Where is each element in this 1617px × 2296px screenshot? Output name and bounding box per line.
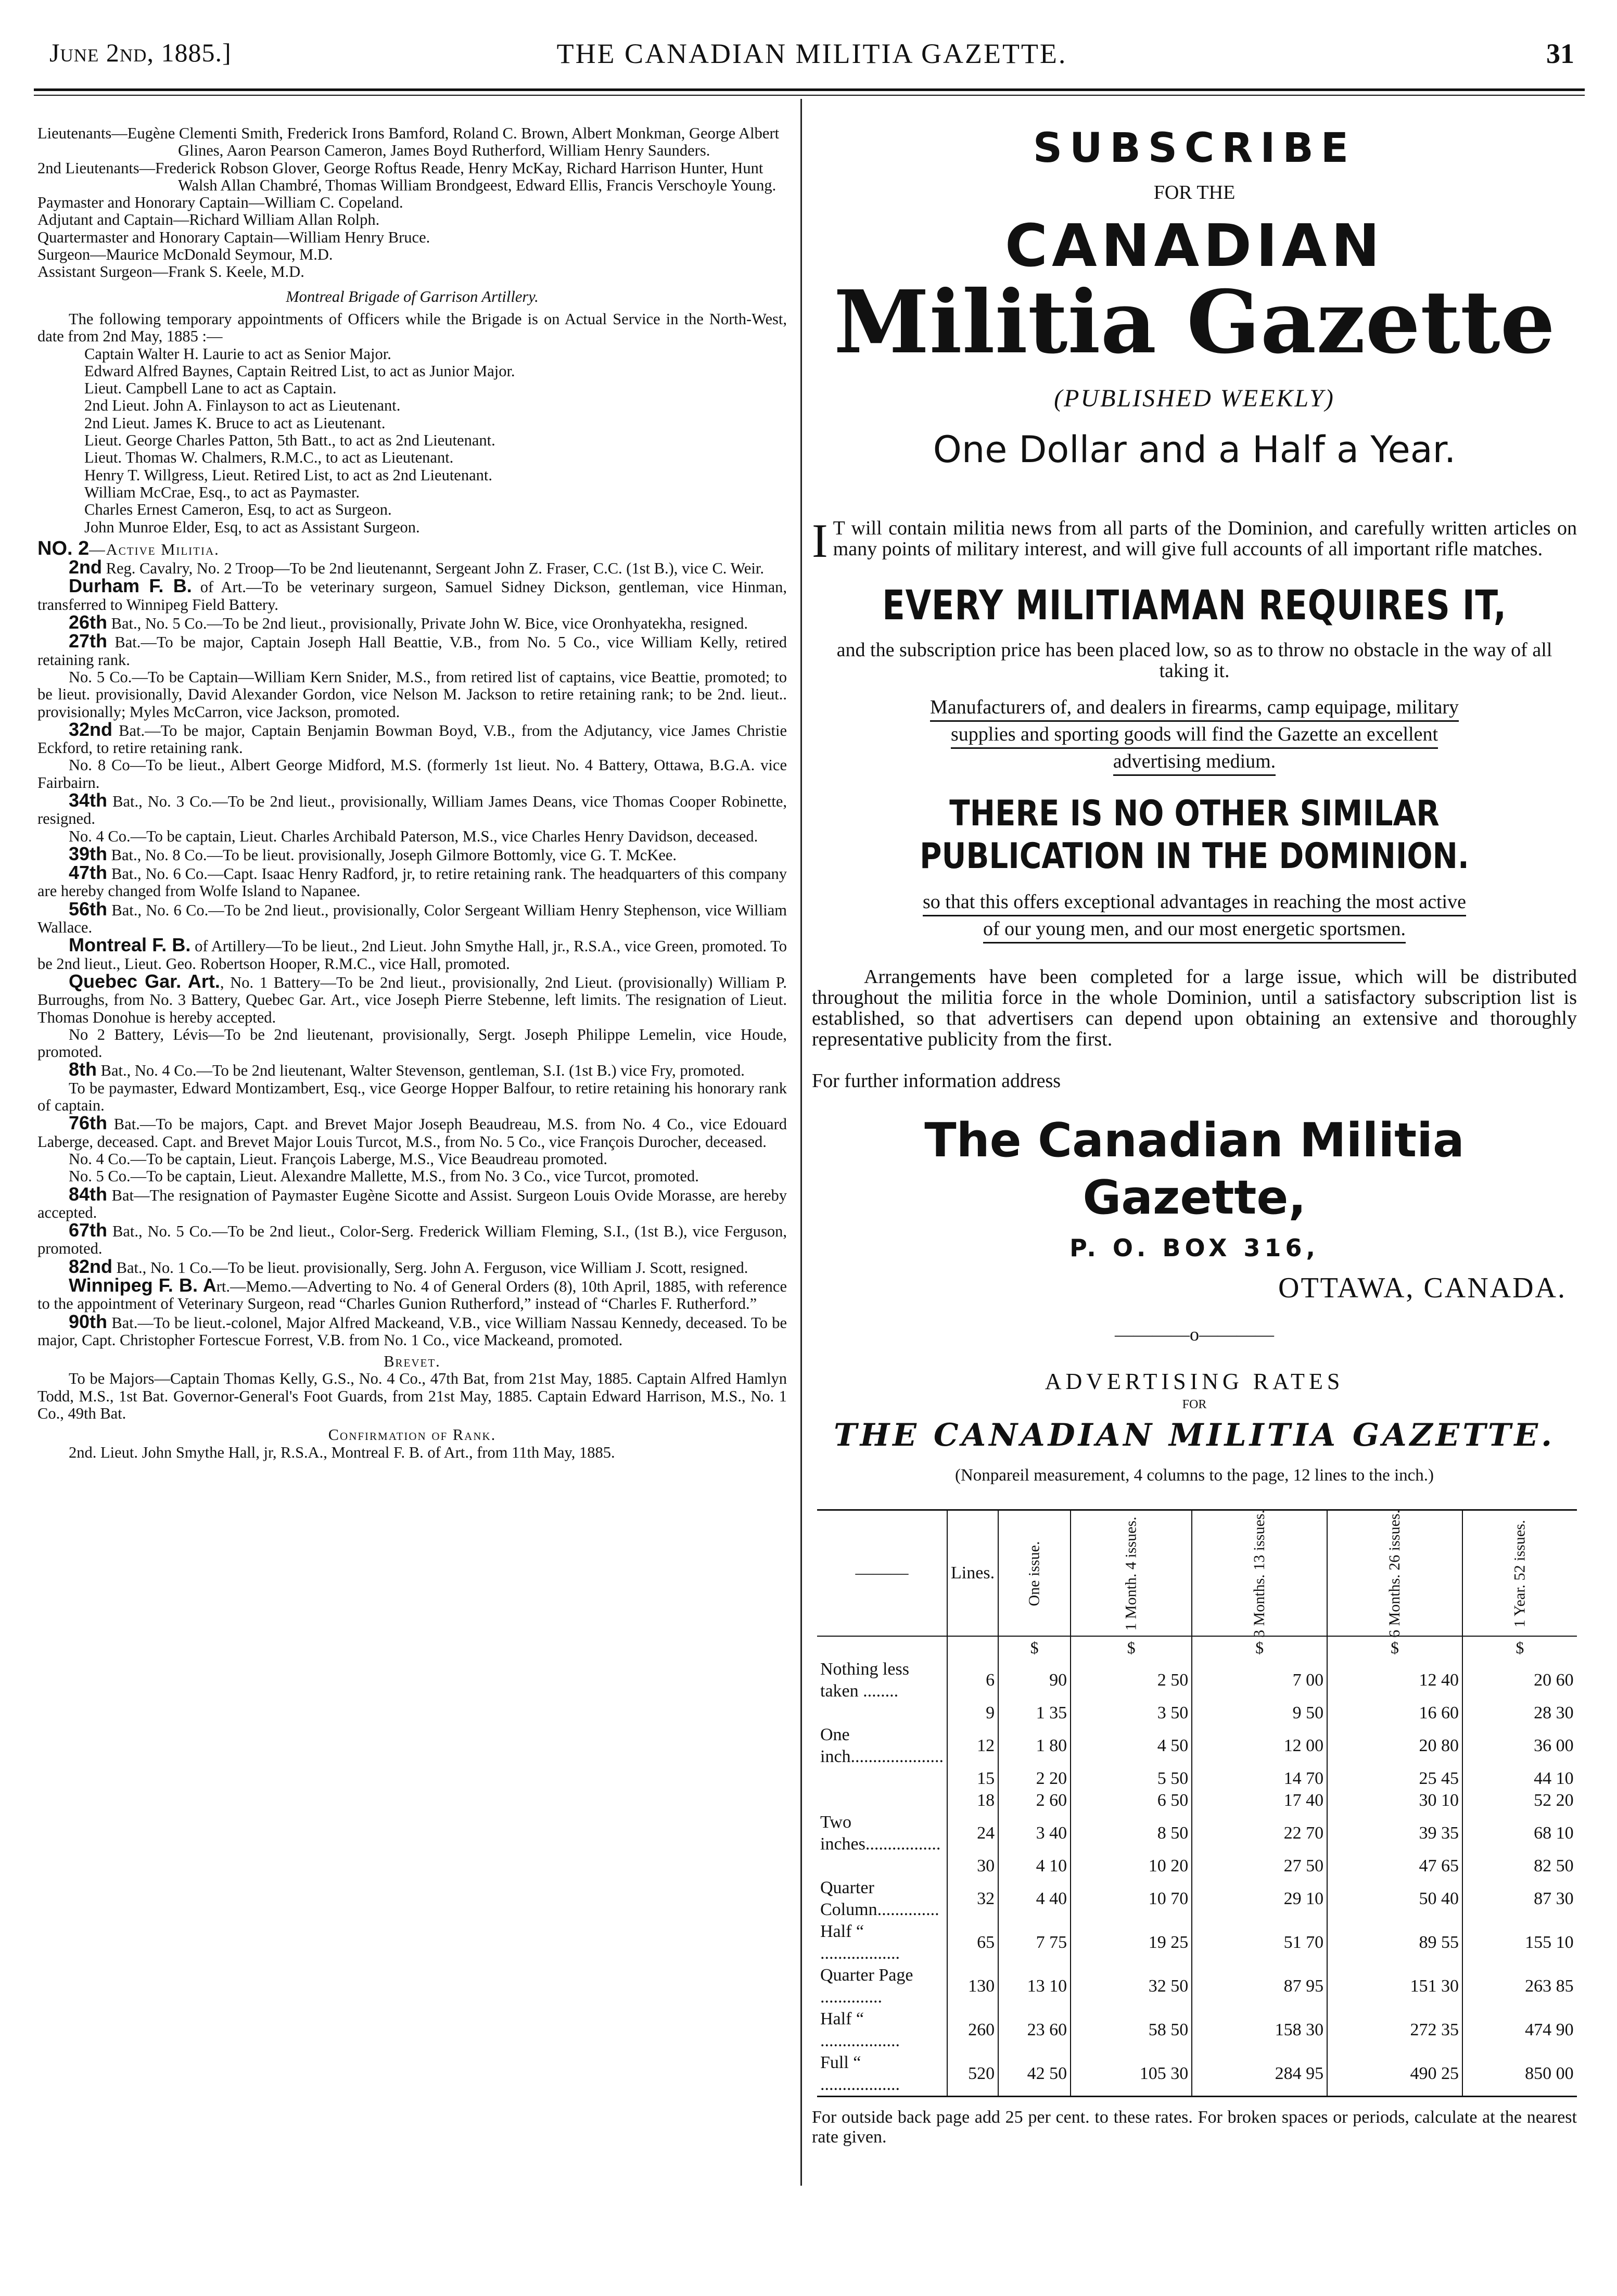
subscribe-heading: SUBSCRIBE — [1033, 125, 1356, 172]
unit-label: 47th — [69, 862, 108, 884]
brigade-entry: John Munroe Elder, Esq, to act as Assistant Surgeon. — [84, 518, 420, 536]
so-that-line-2: of our young men, and our most energetic sportsmen. — [812, 919, 1577, 939]
unit-label: Durham F. B. — [69, 575, 192, 597]
rate-label-cell — [817, 1702, 947, 1724]
advertising-for: FOR — [1182, 1398, 1207, 1411]
rate-value-cell: 12 — [947, 1724, 998, 1768]
rate-value-cell: 4 50 — [1071, 1724, 1192, 1768]
order-text: of Art.—To be veterinary surgeon, Samuel Sidney Dickson, gentleman, vice Hinman, transferred to Winnipeg Field Battery. — [37, 578, 787, 614]
rates-header-label: One issue. — [1025, 1541, 1043, 1606]
order-text: Bat.—To be lieut.-colonel, Major Alfred Mackeand, V.B., vice William Nassau Kennedy, deceased. To be major, Capt. Christopher Fortescue Forrest, V.B. from No. 1 Co., vice Mackeand, promoted. — [37, 1313, 787, 1349]
rate-value-cell: 9 — [947, 1702, 998, 1724]
order-entry — [37, 864, 787, 900]
brigade-entry: Henry T. Willgress, Lieut. Retired List, to act as 2nd Lieutenant. — [84, 466, 492, 484]
rate-value-cell: 58 50 — [1071, 2008, 1192, 2052]
order-text: Bat., No. 8 Co.—To be lieut. provisionally, Joseph Gilmore Bottomly, vice G. T. McKee. — [107, 846, 677, 864]
rate-label-cell: Two inches................. — [820, 1813, 941, 1854]
order-entry — [37, 789, 787, 828]
city: OTTAWA, CANADA. — [1278, 1272, 1567, 1304]
unit-label: 82nd — [69, 1255, 113, 1277]
rates-header-cell — [1327, 1510, 1462, 1637]
rate-value-cell: 19 25 — [1071, 1921, 1192, 1965]
dollar-sign-cell: $ — [1192, 1636, 1327, 1659]
dollar-sign-cell: $ — [1071, 1636, 1192, 1659]
issue-date: June 2nd, 1885.] — [49, 38, 232, 67]
rate-value-cell: 6 50 — [1071, 1790, 1192, 1812]
rate-value-cell: 25 45 — [1327, 1768, 1462, 1790]
rate-value-cell: 30 — [947, 1855, 998, 1877]
rate-value-cell: 90 — [998, 1659, 1071, 1702]
rate-label-cell: Half “ .................. — [820, 2009, 900, 2050]
unit-label: 34th — [69, 789, 108, 811]
rates-header-row — [817, 1510, 1577, 1637]
order-entry — [37, 828, 787, 845]
rates-row — [817, 1965, 1577, 2008]
brigade-intro: The following temporary appointments of Officers while the Brigade is on Actual Service in the North-West, date from 2nd May, 1885 :— — [37, 310, 787, 346]
left-column — [37, 125, 787, 1461]
rate-value-cell: 155 10 — [1462, 1921, 1577, 1965]
rates-header-label: ——— — [855, 1563, 909, 1583]
every-subtext: and the subscription price has been placed low, so as to throw no obstacle in the way of all taking it. — [836, 639, 1552, 682]
order-entry — [37, 757, 787, 792]
rate-value-cell: 5 50 — [1071, 1768, 1192, 1790]
order-text: No. 4 Co.—To be captain, Lieut. François Laberge, M.S., Vice Beaudreau promoted. — [69, 1150, 608, 1168]
rates-row — [817, 1768, 1577, 1790]
rate-value-cell: 158 30 — [1192, 2008, 1327, 2052]
rate-label-cell — [817, 1855, 947, 1877]
order-text: Reg. Cavalry, No. 2 Troop—To be 2nd lieutenannt, Sergeant John Z. Fraser, C.C. (1st B.), vice C. Weir. — [102, 559, 764, 578]
for-the: FOR THE — [1153, 182, 1236, 203]
order-text: Bat—The resignation of Paymaster Eugène Sicotte and Assist. Surgeon Louis Ovide Morasse, are hereby accepted. — [37, 1186, 787, 1221]
rate-value-cell: 490 25 — [1327, 2052, 1462, 2097]
rates-row — [817, 1921, 1577, 1965]
rate-value-cell: 47 65 — [1327, 1855, 1462, 1877]
subscription-price: One Dollar and a Half a Year. — [933, 428, 1456, 471]
order-entry — [37, 845, 787, 864]
no2-label: —Active Militia. — [89, 540, 220, 558]
rate-value-cell: 4 10 — [998, 1855, 1071, 1877]
so-that-line-1: so that this offers exceptional advantages in reaching the most active — [812, 891, 1577, 912]
further-info: For further information address — [812, 1070, 1061, 1092]
intro-paragraph — [812, 514, 1577, 567]
header-rule-thin — [34, 95, 1585, 96]
column-divider — [800, 99, 802, 2186]
rates-header-cell — [998, 1510, 1071, 1637]
rate-value-cell: 32 50 — [1071, 1965, 1192, 2008]
dollar-sign-cell: $ — [1327, 1636, 1462, 1659]
order-text: No. 5 Co.—To be captain, Lieut. Alexandre Mallette, M.S., from No. 3 Co., vice Turcot, promoted. — [69, 1167, 699, 1185]
unit-label: 56th — [69, 898, 108, 920]
order-text: No. 4 Co.—To be captain, Lieut. Charles Archibald Paterson, M.S., vice Charles Henry Davidson, deceased. — [69, 827, 758, 845]
staff-entry: Adjutant and Captain—Richard William Allan Rolph. — [37, 211, 380, 229]
order-entry — [37, 632, 787, 669]
order-text: Bat.—To be major, Captain Benjamin Bowman Boyd, V.B., from the Adjutancy, vice James Christie Eckford, to retire retaining rank. — [37, 721, 787, 757]
no2-heading — [37, 537, 787, 559]
rate-value-cell: 850 00 — [1462, 2052, 1577, 2097]
intro-text: T will contain militia news from all parts of the Dominion, and carefully written articles on many points of military interest, and will give full accounts of all important rifle matches. — [833, 517, 1577, 560]
rates-row — [817, 1724, 1577, 1768]
staff-entry: Assistant Surgeon—Frank S. Keele, M.D. — [37, 263, 304, 281]
rate-value-cell: 42 50 — [998, 2052, 1071, 2097]
rate-value-cell: 16 60 — [1327, 1702, 1462, 1724]
order-entry — [37, 611, 787, 633]
every-militiaman: EVERY MILITIAMAN REQUIRES IT, — [882, 582, 1507, 629]
order-entry — [37, 718, 787, 757]
drop-cap: I — [812, 514, 828, 567]
rate-value-cell: 23 60 — [998, 2008, 1071, 2052]
dollar-sign-cell — [947, 1636, 998, 1659]
order-text: Bat., No. 5 Co.—To be 2nd lieut., Color-Serg. Frederick William Fleming, S.I., (1st B.), vice Ferguson, promoted. — [37, 1222, 787, 1258]
right-column-advert — [812, 125, 1577, 2165]
rate-value-cell: 27 50 — [1192, 1855, 1327, 1877]
officer-entry — [37, 125, 787, 160]
rate-label-cell: Full “ .................. — [817, 2052, 947, 2097]
order-text: Bat., No. 5 Co.—To be 2nd lieut., provisionally, Private John W. Bice, vice Oronhyatekha, resigned. — [107, 615, 748, 633]
measurement-note: (Nonpareil measurement, 4 columns to the page, 12 lines to the inch.) — [954, 1466, 1434, 1485]
rate-value-cell: 260 — [947, 2008, 998, 2052]
brevet-text: To be Majors—Captain Thomas Kelly, G.S., No. 4 Co., 47th Bat, from 21st May, 1885. Captain Alfred Hamlyn Todd, M.S., 1st Bat. Governor-General's Foot Guards, from 21st May, 1885. Captain Edward Harrison, M.S., No. 1 Co., 49th Bat. — [37, 1370, 787, 1423]
order-entry — [37, 1114, 787, 1151]
order-entry — [37, 1274, 787, 1313]
order-entry — [37, 1185, 787, 1222]
rate-value-cell: 36 00 — [1462, 1724, 1577, 1768]
unit-label: 84th — [69, 1183, 108, 1205]
published-weekly: (PUBLISHED WEEKLY) — [1054, 385, 1335, 412]
order-text: Bat., No. 4 Co.—To be 2nd lieutenant, Walter Stevenson, gentleman, S.I. (1st B.) vice Fry, promoted. — [97, 1062, 745, 1080]
rates-row — [817, 1855, 1577, 1877]
rate-label-cell: Nothing less taken ........ — [820, 1660, 909, 1701]
rate-value-cell: 20 80 — [1327, 1724, 1462, 1768]
brigade-heading: Montreal Brigade of Garrison Artillery. — [286, 287, 539, 305]
dollar-sign-cell: $ — [998, 1636, 1071, 1659]
no2-number: NO. 2 — [37, 537, 90, 559]
unit-label: 90th — [69, 1310, 108, 1332]
rates-header-label: 3 Months. 13 issues. — [1251, 1510, 1268, 1638]
masthead-title: THE CANADIAN MILITIA GAZETTE. — [556, 38, 1067, 69]
rate-value-cell: 3 40 — [998, 1812, 1071, 1855]
rate-value-cell: 4 40 — [998, 1877, 1071, 1921]
rate-value-cell: 14 70 — [1192, 1768, 1327, 1790]
advertising-gazette-name: THE CANADIAN MILITIA GAZETTE. — [833, 1417, 1556, 1453]
dollar-sign-cell: $ — [1462, 1636, 1577, 1659]
rate-value-cell: 18 — [947, 1790, 998, 1812]
brigade-entry: Captain Walter H. Laurie to act as Senior Major. — [84, 345, 391, 363]
order-text: To be paymaster, Edward Montizambert, Esq., vice George Hopper Balfour, to retire retaining his honorary rank of captain. — [37, 1079, 787, 1115]
no-other-publication: THERE IS NO OTHER SIMILAR PUBLICATION IN THE DOMINION. — [920, 793, 1469, 877]
officer-role: 2nd Lieutenants— — [37, 159, 156, 177]
rate-label-cell: Quarter Column.............. — [820, 1878, 939, 1919]
order-text: Bat., No. 6 Co.—Capt. Isaac Henry Radford, jr, to retire retaining rank. The headquarters of this company are hereby changed from Wolfe Island to Napanee. — [37, 865, 787, 900]
rate-value-cell: 44 10 — [1462, 1768, 1577, 1790]
unit-label: 27th — [69, 630, 108, 652]
rate-value-cell: 29 10 — [1192, 1877, 1327, 1921]
staff-entry: Surgeon—Maurice McDonald Seymour, M.D. — [37, 246, 333, 264]
rate-value-cell: 87 30 — [1462, 1877, 1577, 1921]
order-text: No. 5 Co.—To be Captain—William Kern Snider, M.S., from retired list of captains, vice Beattie, promoted; to be lieut. provisionally, David Alexander Gordon, vice Nelson M. Jackson to retire retaining rank; to be 2nd. lieut.. provisionally; Myles McCarron, vice Jackson, promoted. — [37, 668, 787, 721]
order-text: , No. 1 Battery—To be 2nd lieut., provisionally, 2nd Lieut. (provisionally) William P. Burroughs, from No. 3 Battery, Quebec Gar. Art., vice Joseph Pierre Stebenne, left limits. The resignation of Lieut. Thomas Donohue is hereby accepted. — [37, 973, 787, 1026]
order-text: of Artillery—To be lieut., 2nd Lieut. John Smythe Hall, jr., R.S.A., vice Green, promoted. To be 2nd lieut., Lieut. Geo. Robertson Hooper, R.M.C., vice Hall, promoted. — [37, 937, 787, 973]
rate-value-cell: 17 40 — [1192, 1790, 1327, 1812]
brevet-heading: Brevet. — [384, 1353, 441, 1371]
brigade-entry: Edward Alfred Baynes, Captain Reitred List, to act as Junior Major. — [84, 362, 515, 380]
rate-value-cell: 51 70 — [1192, 1921, 1327, 1965]
rate-label-cell — [817, 1790, 947, 1812]
manufacturers-line-3: advertising medium. — [812, 751, 1577, 772]
rate-value-cell: 105 30 — [1071, 2052, 1192, 2097]
manufacturers-line-2: supplies and sporting goods will find the Gazette an excellent — [812, 724, 1577, 745]
rates-row — [817, 2008, 1577, 2052]
rates-header-label: Lines. — [951, 1563, 995, 1583]
rates-footnote: For outside back page add 25 per cent. to these rates. For broken spaces or periods, calculate at the nearest rate given. — [812, 2108, 1577, 2147]
confirmation-heading: Confirmation of Rank. — [328, 1426, 496, 1444]
rate-value-cell: 130 — [947, 1965, 998, 2008]
rates-header-label: 6 Months. 26 issues. — [1386, 1510, 1404, 1638]
unit-label: 26th — [69, 611, 108, 633]
rate-label-cell: One inch..................... — [820, 1725, 944, 1766]
rates-header-cell — [947, 1510, 998, 1637]
canadian-heading: CANADIAN — [1004, 212, 1384, 280]
rate-value-cell: 9 50 — [1192, 1702, 1327, 1724]
rate-value-cell: 2 50 — [1071, 1659, 1192, 1702]
brigade-entry: William McCrae, Esq., to act as Paymaster. — [84, 483, 360, 501]
rates-row — [817, 1702, 1577, 1724]
header-rule — [34, 88, 1585, 91]
officer-names: Frederick Robson Glover, George Roftus Reade, Henry McKay, Richard Harrison Hunter, Hunt Walsh Allan Chambré, Thomas William Brondgeest, Edward Ellis, Francis Verschoyle Young. — [155, 159, 776, 194]
rate-value-cell: 15 — [947, 1768, 998, 1790]
order-entry — [37, 1255, 787, 1277]
rate-value-cell: 50 40 — [1327, 1877, 1462, 1921]
arrangements-paragraph: Arrangements have been completed for a large issue, which will be distributed throughout the militia force in the whole Dominion, until a satisfactory subscription list is established, so that advertisers can depend upon obtaining an extensive and thoroughly representative publicity from the first. — [812, 966, 1577, 1050]
rate-value-cell: 1 35 — [998, 1702, 1071, 1724]
order-entry — [37, 1080, 787, 1115]
officers-list — [37, 125, 787, 194]
unit-label: 67th — [69, 1219, 108, 1241]
rate-value-cell: 272 35 — [1327, 2008, 1462, 2052]
militia-gazette-heading: Militia Gazette — [833, 272, 1556, 373]
rate-value-cell: 39 35 — [1327, 1812, 1462, 1855]
officer-role: Lieutenants— — [37, 124, 128, 142]
order-text: Bat., No. 6 Co.—To be 2nd lieut., provisionally, Color Sergeant William Henry Stephenson, vice William Wallace. — [37, 901, 787, 937]
rate-value-cell: 2 60 — [998, 1790, 1071, 1812]
page-number: 31 — [1546, 38, 1574, 69]
order-entry — [37, 669, 787, 721]
rate-label-cell — [817, 1768, 947, 1790]
rate-value-cell: 8 50 — [1071, 1812, 1192, 1855]
gazette-address-name: The Canadian Militia Gazette, — [924, 1113, 1465, 1225]
order-entry — [37, 1168, 787, 1185]
rate-value-cell: 1 80 — [998, 1724, 1071, 1768]
order-entry — [37, 1026, 787, 1061]
unit-label: 8th — [69, 1058, 97, 1080]
brigade-entry: Lieut. Campbell Lane to act as Captain. — [84, 379, 337, 398]
ornament-divider: ————o———— — [1115, 1324, 1274, 1345]
rate-value-cell: 6 — [947, 1659, 998, 1702]
rate-value-cell: 520 — [947, 2052, 998, 2097]
order-text: Bat., No. 3 Co.—To be 2nd lieut., provisionally, William James Deans, vice Thomas Cooper Robinette, resigned. — [37, 792, 787, 828]
order-entry — [37, 577, 787, 614]
rates-header-label: 1 Year. 52 issues. — [1511, 1520, 1529, 1628]
rate-value-cell: 10 70 — [1071, 1877, 1192, 1921]
order-entry — [37, 1221, 787, 1258]
order-text: Bat., No. 1 Co.—To be lieut. provisionally, Serg. John A. Ferguson, vice William J. Scott, resigned. — [112, 1258, 748, 1277]
rate-value-cell: 20 60 — [1462, 1659, 1577, 1702]
rate-value-cell: 32 — [947, 1877, 998, 1921]
unit-label: Winnipeg F. B. A — [69, 1274, 217, 1296]
rates-header-cell — [817, 1510, 947, 1637]
rates-header-label: 1 Month. 4 issues. — [1122, 1516, 1140, 1631]
brigade-entry: Charles Ernest Cameron, Esq, to act as Surgeon. — [84, 501, 392, 519]
rate-value-cell: 24 — [947, 1812, 998, 1855]
rate-value-cell: 263 85 — [1462, 1965, 1577, 2008]
brigade-entry: 2nd Lieut. James K. Bruce to act as Lieutenant. — [84, 414, 386, 432]
staff-list — [37, 194, 787, 280]
rates-row — [817, 1659, 1577, 1702]
order-text: Bat.—To be majors, Capt. and Brevet Major Joseph Beaudreau, M.S. from No. 4 Co., vice Edouard Laberge, deceased. Capt. and Brevet Major Louis Turcot, M.S., from No. 5 Co., vice François Durocher, deceased. — [37, 1115, 787, 1151]
rates-header-cell — [1192, 1510, 1327, 1637]
manufacturers-line-1: Manufacturers of, and dealers in firearms, camp equipage, military — [812, 697, 1577, 718]
rates-body — [817, 1636, 1577, 2097]
unit-label: 39th — [69, 843, 108, 864]
rate-value-cell: 13 10 — [998, 1965, 1071, 2008]
rate-value-cell: 10 20 — [1071, 1855, 1192, 1877]
rates-table — [817, 1509, 1577, 2097]
rates-dollar-row — [817, 1636, 1577, 1659]
rate-value-cell: 7 75 — [998, 1921, 1071, 1965]
brigade-list — [37, 346, 787, 536]
rate-value-cell: 68 10 — [1462, 1812, 1577, 1855]
brigade-entry: Lieut. George Charles Patton, 5th Batt., to act as 2nd Lieutenant. — [84, 431, 495, 450]
running-header — [49, 37, 1574, 79]
rate-value-cell: 12 40 — [1327, 1659, 1462, 1702]
rate-value-cell: 22 70 — [1192, 1812, 1327, 1855]
order-text: Bat.—To be major, Captain Joseph Hall Beattie, V.B., from No. 5 Co., vice William Kelly, retired retaining rank. — [37, 633, 787, 669]
rate-value-cell: 87 95 — [1192, 1965, 1327, 2008]
rates-row — [817, 1812, 1577, 1855]
rate-value-cell: 12 00 — [1192, 1724, 1327, 1768]
rate-value-cell: 284 95 — [1192, 2052, 1327, 2097]
rate-value-cell: 65 — [947, 1921, 998, 1965]
rates-header-cell — [1071, 1510, 1192, 1637]
dollar-sign-cell — [817, 1636, 947, 1659]
rate-value-cell: 474 90 — [1462, 2008, 1577, 2052]
unit-label: Montreal F. B. — [69, 934, 191, 956]
brigade-entry: 2nd Lieut. John A. Finlayson to act as Lieutenant. — [84, 397, 401, 415]
officer-names: Eugène Clementi Smith, Frederick Irons Bamford, Roland C. Brown, Albert Monkman, George Albert Glines, Aaron Pearson Cameron, James Boyd Rutherford, William Henry Saunders. — [127, 124, 780, 160]
staff-entry: Paymaster and Honorary Captain—William C. Copeland. — [37, 194, 403, 212]
rates-header-cell — [1462, 1510, 1577, 1637]
order-text: rt.—Memo.—Adverting to No. 4 of General Orders (8), 10th April, 1885, with reference to the appointment of Veterinary Surgeon, read “Charles Gunion Rutherford,” instead of “Charles F. Rutherford.” — [37, 1278, 787, 1313]
advertising-rates-heading: ADVERTISING RATES — [1045, 1369, 1344, 1394]
rate-value-cell: 151 30 — [1327, 1965, 1462, 2008]
order-entry — [37, 1058, 787, 1080]
brigade-entry: Lieut. Thomas W. Chalmers, R.M.C., to act as Lieutenant. — [84, 449, 454, 467]
rate-label-cell: Quarter Page .............. — [820, 1966, 913, 2007]
officer-entry — [37, 160, 787, 195]
order-entry — [37, 970, 787, 1026]
rate-value-cell: 89 55 — [1327, 1921, 1462, 1965]
rate-value-cell: 82 50 — [1462, 1855, 1577, 1877]
unit-label: 2nd — [69, 556, 103, 578]
order-entry — [37, 900, 787, 937]
rates-row — [817, 1877, 1577, 1921]
order-text: No. 8 Co—To be lieut., Albert George Midford, M.S. (formerly 1st lieut. No. 4 Battery, Ottawa, B.G.A. vice Fairbairn. — [37, 756, 787, 792]
rate-value-cell: 52 20 — [1462, 1790, 1577, 1812]
rate-label-cell: Half “ .................. — [820, 1922, 900, 1963]
rates-row — [817, 2052, 1577, 2097]
rate-value-cell: 30 10 — [1327, 1790, 1462, 1812]
manufacturers-block — [812, 697, 1577, 772]
orders-list — [37, 558, 787, 1349]
order-entry — [37, 936, 787, 973]
po-box: P. O. BOX 316, — [1069, 1234, 1319, 1262]
rate-value-cell: 28 30 — [1462, 1702, 1577, 1724]
unit-label: Quebec Gar. Art. — [69, 970, 220, 992]
rate-value-cell: 3 50 — [1071, 1702, 1192, 1724]
confirmation-text: 2nd. Lieut. John Smythe Hall, jr, R.S.A., Montreal F. B. of Art., from 11th May, 1885. — [69, 1443, 615, 1461]
order-entry — [37, 1310, 787, 1349]
order-entry — [37, 1151, 787, 1168]
rates-row — [817, 1790, 1577, 1812]
unit-label: 76th — [69, 1112, 108, 1134]
unit-label: 32nd — [69, 718, 113, 740]
staff-entry: Quartermaster and Honorary Captain—William Henry Bruce. — [37, 228, 430, 246]
rate-value-cell: 2 20 — [998, 1768, 1071, 1790]
order-text: No 2 Battery, Lévis—To be 2nd lieutenant, provisionally, Sergt. Joseph Philippe Lemelin, vice Houde, promoted. — [37, 1025, 787, 1061]
rate-value-cell: 7 00 — [1192, 1659, 1327, 1702]
order-entry — [37, 558, 787, 577]
so-that-block — [812, 891, 1577, 939]
